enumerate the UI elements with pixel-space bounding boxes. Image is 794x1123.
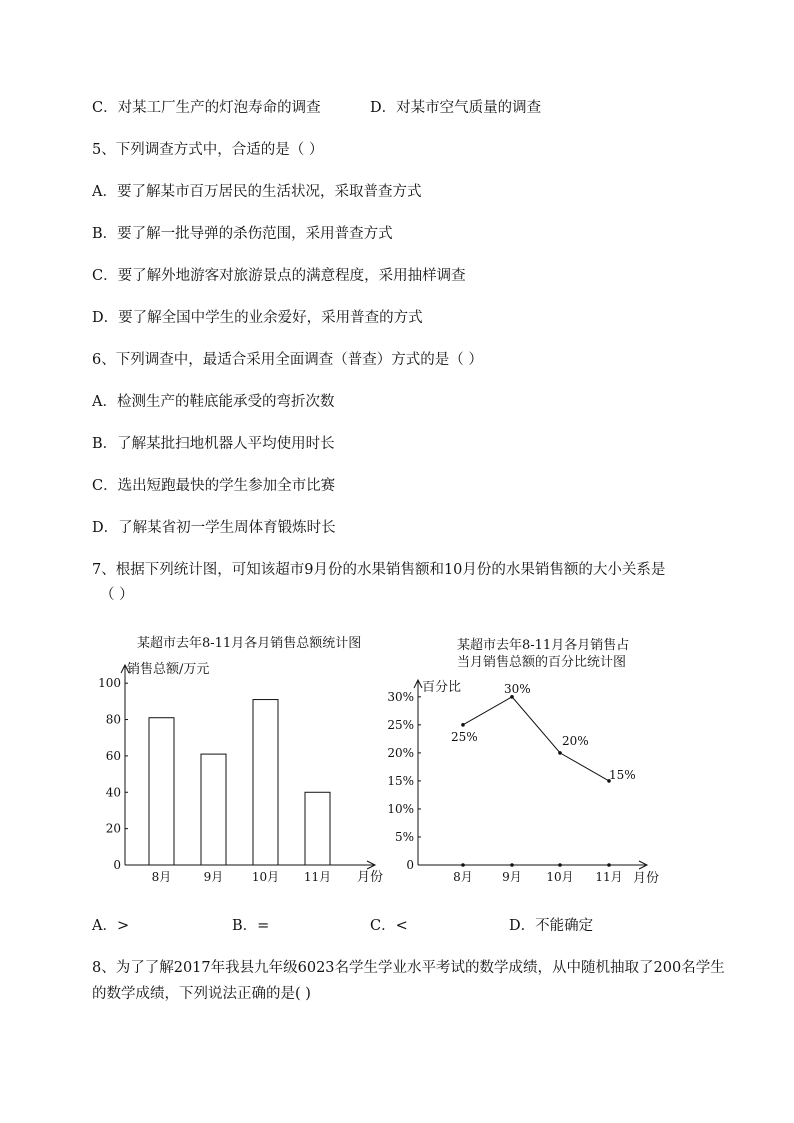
q6-option-a: A．检测生产的鞋底能承受的弯折次数 [92, 394, 335, 410]
bar-chart-y-tick-label: 40 [105, 785, 121, 800]
q4-option-d [370, 98, 541, 118]
bar-chart-ylabel: 销售总额/万元 [127, 662, 210, 677]
line-chart-point [558, 751, 562, 755]
line-chart-x-tick-label: 9月 [502, 870, 522, 884]
q7-blank: （ ） [100, 587, 134, 603]
line-chart-point [461, 723, 465, 727]
bar-chart-bar [149, 718, 174, 865]
bar-chart-x-tick-label: 8月 [151, 870, 172, 884]
bar-chart-y-tick-label: 100 [98, 676, 121, 691]
line-chart-title-1: 某超市去年8-11月各月销售占 [457, 638, 630, 653]
line-chart-y-tick-label: 25% [387, 717, 414, 732]
q5-option-c: C．要了解外地游客对旅游景点的满意程度，采用抽样调查 [92, 268, 466, 284]
q5-stem: 5、下列调查方式中，合适的是（ ） [92, 142, 324, 158]
q7-option-d: D．不能确定 [509, 918, 594, 934]
line-chart-y-tick-label: 5% [394, 829, 414, 844]
bar-chart-axes [98, 665, 375, 872]
q7-option-b: B．= [232, 918, 270, 934]
line-chart-marks [451, 682, 636, 783]
bar-chart-xlabel: 月份 [357, 870, 384, 885]
line-chart-xlabel: 月份 [633, 871, 660, 886]
line-chart-point-label: 25% [451, 729, 478, 744]
line-chart-y-tick-label: 10% [387, 801, 414, 816]
bar-chart-y-tick-label: 80 [105, 712, 121, 727]
line-chart-x-tick-label: 10月 [546, 870, 574, 884]
line-chart-x-dot [510, 863, 514, 867]
line-chart-y-tick-label: 30% [387, 689, 414, 704]
line-chart [385, 625, 685, 895]
line-chart-y-tick-label: 0 [406, 858, 414, 872]
bar-chart-y-tick-label: 20 [105, 821, 121, 836]
q5-option-d: D．要了解全国中学生的业余爱好，采用普查的方式 [92, 310, 423, 326]
q6-option-b: B．了解某批扫地机器人平均使用时长 [92, 436, 335, 452]
q7-option-c: C．< [370, 918, 408, 934]
q4-option-c-text: C．对某工厂生产的灯泡寿命的调查 [92, 100, 321, 116]
line-chart-ylabel: 百分比 [422, 680, 462, 695]
line-chart-point-label: 30% [504, 681, 531, 696]
q4-option-c [92, 98, 321, 118]
line-chart-x-tick-label: 8月 [453, 870, 473, 884]
bar-chart [95, 625, 395, 895]
q8-stem-line-1: 8、为了了解2017年我县九年级6023名学生学业水平考试的数学成绩，从中随机抽取了200名学生 [92, 960, 725, 976]
line-chart-y-tick-label: 15% [387, 773, 414, 788]
bar-chart-x-tick-label: 11月 [303, 870, 332, 884]
bar-chart-x-tick-label: 9月 [203, 870, 224, 884]
q7-stem: 7、根据下列统计图，可知该超市9月份的水果销售额和10月份的水果销售额的大小关系是 [92, 562, 666, 578]
bar-chart-bar [305, 792, 330, 865]
line-chart-y-tick-label: 20% [387, 745, 414, 760]
line-chart-title-2: 当月销售总额的百分比统计图 [457, 655, 627, 670]
bar-chart-y-tick-label: 60 [105, 748, 121, 763]
q5-option-a: A．要了解某市百万居民的生活状况，采取普查方式 [92, 184, 422, 200]
q7-option-a: A．> [92, 918, 130, 934]
bar-chart-title: 某超市去年8-11月各月销售总额统计图 [137, 636, 362, 651]
line-chart-x-dot [461, 863, 465, 867]
q4-option-d-text: D．对某市空气质量的调查 [370, 100, 542, 116]
q6-option-d: D．了解某省初一学生周体育锻炼时长 [92, 520, 336, 536]
line-chart-x-dot [558, 863, 562, 867]
q6-stem: 6、下列调查中，最适合采用全面调查（普查）方式的是（ ） [92, 352, 483, 368]
bar-chart-y-tick-label: 0 [113, 858, 121, 872]
bar-chart-bar [201, 754, 226, 865]
line-chart-x-tick-label: 11月 [595, 870, 623, 884]
q6-option-c: C．选出短跑最快的学生参加全市比赛 [92, 478, 336, 494]
line-chart-point-label: 20% [562, 733, 589, 748]
line-chart-point-label: 15% [609, 767, 636, 782]
bar-chart-x-tick-label: 10月 [251, 870, 280, 884]
q5-option-b: B．要了解一批导弹的杀伤范围，采用普查方式 [92, 226, 393, 242]
bar-chart-bar [253, 700, 278, 865]
q8-stem-line-2: 的数学成绩，下列说法正确的是( ) [92, 986, 311, 1002]
line-chart-x-dot [607, 863, 611, 867]
bar-chart-bars [149, 700, 331, 884]
